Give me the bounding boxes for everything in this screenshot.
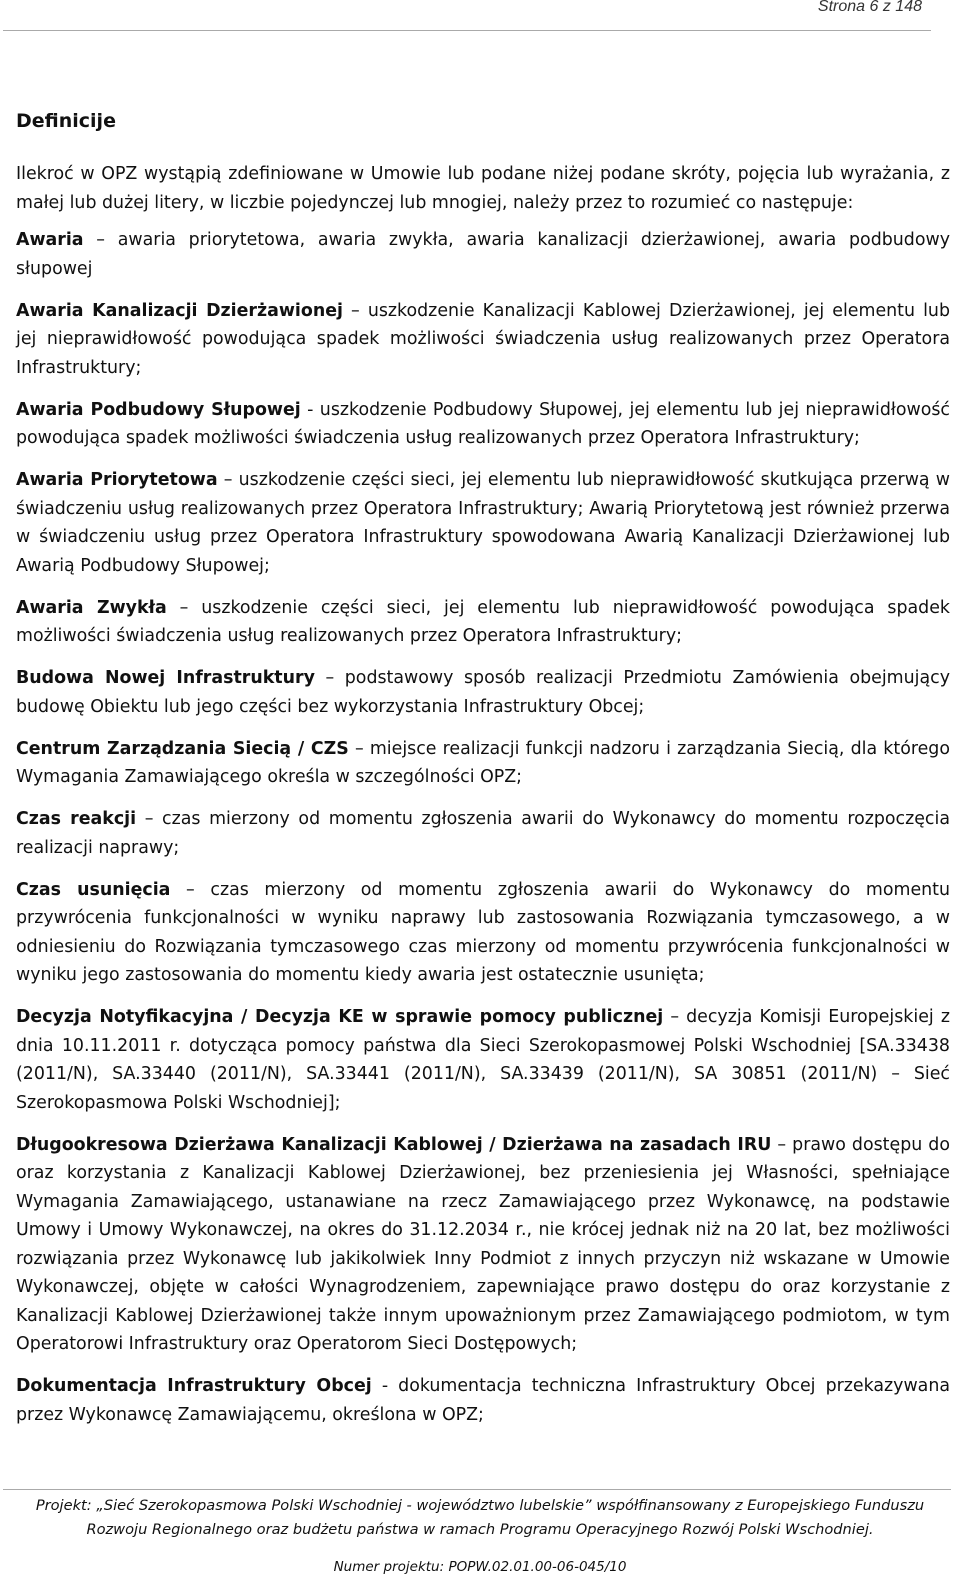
definition-item (16, 805, 950, 862)
definition-item (16, 735, 950, 792)
definition-item (16, 876, 950, 990)
definition-item (16, 1003, 950, 1117)
definition-term: Awaria (16, 230, 84, 250)
definition-item (16, 1131, 950, 1359)
definition-text: – czas mierzony od momentu zgłoszenia awarii do Wykonawcy do momentu przywrócenia funkcjonalności w wyniku naprawy lub zastosowania Rozwiązania tymczasowego, a w odniesieniu do Rozwiązania tymczasowego czas mierzony od momentu przywrócenia funkcjonalności w wyniku jego zastosowania do momentu kiedy awaria jest ostatecznie usunięta; (16, 879, 951, 985)
definition-item (16, 594, 950, 651)
definition-term: Awaria Priorytetowa (16, 470, 218, 490)
page-number: Strona 6 z 148 (817, 0, 922, 15)
definition-term: Decyzja Notyfikacyjna / Decyzja KE w sprawie pomocy publicznej (16, 1007, 664, 1027)
definition-term: Awaria Zwykła (16, 597, 167, 618)
definition-item (16, 396, 950, 453)
definition-text: – czas mierzony od momentu zgłoszenia awarii do Wykonawcy do momentu rozpoczęcia realizacji naprawy; (16, 809, 950, 858)
definition-term: Budowa Nowej Infrastruktury (16, 668, 315, 688)
definition-text: - uszkodzenie Podbudowy Słupowej, jej elementu lub jej nieprawidłowość powodująca spadek możliwości świadczenia usług realizowanych przez Operatora Infrastruktury; (16, 399, 950, 448)
definition-text: – miejsce realizacji funkcji nadzoru i zarządzania Siecią, dla którego Wymagania Zamawiającego określa w szczególności OPZ; (16, 738, 950, 787)
definition-item (16, 466, 950, 580)
footer-project-line: Projekt: „Sieć Szerokopasmowa Polski Wschodniej - województwo lubelskie” współfinansowany z Europejskiego Funduszu (35, 1497, 925, 1514)
page-footer (0, 1494, 960, 1579)
footer-project-number: Numer projektu: POPW.02.01.00-06-045/10 (333, 1559, 627, 1575)
definition-text: – decyzja Komisji Europejskiej z dnia 10.11.2011 r. dotycząca pomocy państwa dla Sieci Szerokopasmowej Polski Wschodniej [SA.33438 (2011/N), SA.33440 (2011/N), SA.33441 (2011/N), SA.33439 (2011/N), SA 30851 (2011/N) – Sieć Szerokopasmowa Polski Wschodniej]; (16, 1007, 950, 1113)
section-title: Definicije (16, 110, 116, 132)
header-divider (3, 30, 931, 31)
definition-item (16, 664, 950, 721)
definition-item (16, 297, 950, 383)
definitions-body (16, 160, 950, 1443)
footer-divider (3, 1489, 951, 1490)
definition-term: Dokumentacja Infrastruktury Obcej (16, 1376, 372, 1396)
definition-text: – awaria priorytetowa, awaria zwykła, awaria kanalizacji dzierżawionej, awaria podbudowy słupowej (16, 230, 950, 279)
definition-term: Centrum Zarządzania Siecią / CZS (16, 738, 349, 759)
definition-item (16, 1372, 950, 1429)
definition-text: – podstawowy sposób realizacji Przedmiotu Zamówienia obejmujący budowę Obiektu lub jego części bez wykorzystania Infrastruktury Obcej; (16, 668, 950, 717)
definition-text: - dokumentacja techniczna Infrastruktury Obcej przekazywana przez Wykonawcę Zamawiającemu, określona w OPZ; (16, 1376, 950, 1425)
definition-term: Czas usunięcia (16, 879, 171, 900)
definition-term: Długookresowa Dzierżawa Kanalizacji Kablowej / Dzierżawa na zasadach IRU (16, 1134, 772, 1155)
definition-term: Awaria Kanalizacji Dzierżawionej (16, 300, 343, 321)
definition-text: – uszkodzenie Kanalizacji Kablowej Dzierżawionej, jej elementu lub jej nieprawidłowość powodująca spadek możliwości świadczenia usług realizowanych przez Operatora Infrastruktury; (16, 300, 950, 378)
footer-funding-line: Rozwoju Regionalnego oraz budżetu państwa w ramach Programu Operacyjnego Rozwój Polski Wschodniej. (86, 1521, 874, 1538)
definition-text: – uszkodzenie części sieci, jej elementu lub nieprawidłowość skutkująca przerwą w świadczeniu usług realizowanych przez Operatora Infrastruktury; Awarią Priorytetową jest również przerwa w świadczeniu usług przez Operatora Infrastruktury spowodowana Awarią Kanalizacji Dzierżawionej lub Awarią Podbudowy Słupowej; (16, 470, 950, 576)
definition-term: Czas reakcji (16, 809, 137, 829)
definition-term: Awaria Podbudowy Słupowej (16, 399, 301, 420)
definition-item (16, 226, 950, 283)
intro-paragraph: Ilekroć w OPZ wystąpią zdefiniowane w Umowie lub podane niżej podane skróty, pojęcia lub wyrażania, z małej lub dużej litery, w liczbie pojedynczej lub mnogiej, należy przez to rozumieć co następuje: (16, 164, 950, 213)
definition-text: – prawo dostępu do oraz korzystania z Kanalizacji Kablowej Dzierżawionej, bez przeniesienia jej Własności, spełniające Wymagania Zamawiającego, ustanawiane na rzecz Zamawiającego przez Wykonawcę, na podstawie Umowy i Umowy Wykonawczej, na okres do 31.12.2034 r., nie krócej jednak niż na 20 lat, bez możliwości rozwiązania przez Wykonawcę lub jakikolwiek Inny Podmiot z innych przyczyn niż wskazane w Umowie Wykonawczej, objęte w całości Wynagrodzeniem, zapewniające prawo dostępu do oraz korzystanie z Kanalizacji Kablowej Dzierżawionej także innym upoważnionym przez Zamawiającego podmiotom, w tym Operatorowi Infrastruktury oraz Operatorom Sieci Dostępowych; (16, 1134, 950, 1354)
definition-text: – uszkodzenie części sieci, jej elementu lub nieprawidłowość powodująca spadek możliwości świadczenia usług realizowanych przez Operatora Infrastruktury; (16, 597, 950, 646)
